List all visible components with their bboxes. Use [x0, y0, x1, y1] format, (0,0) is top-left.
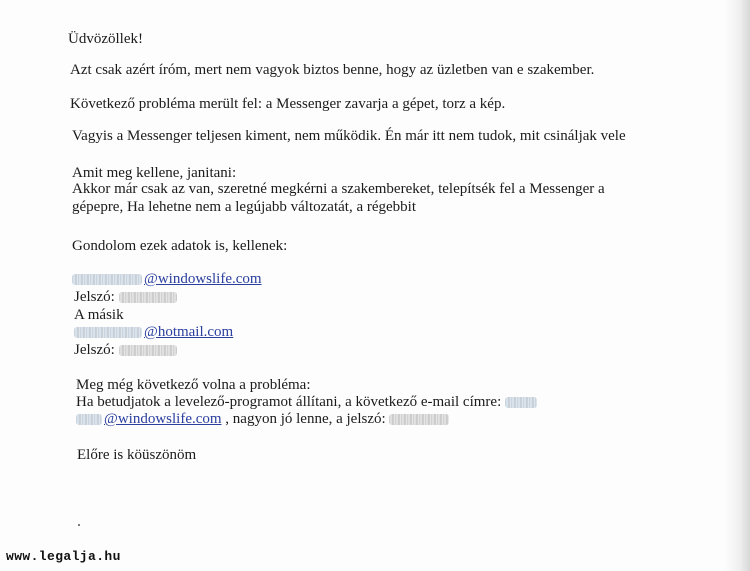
- paragraph-5: Gondolom ezek adatok is, kellenek:: [72, 238, 288, 254]
- watermark-url: www.legalja.hu: [6, 549, 121, 564]
- other-label: A másik: [74, 307, 124, 323]
- email-3-link[interactable]: @windowslife.com: [104, 411, 222, 427]
- closing: Előre is köüszönöm: [77, 447, 197, 463]
- password-label-2: Jelszó:: [74, 342, 115, 358]
- email-1: [72, 270, 262, 288]
- email-2-link[interactable]: @hotmail.com: [144, 324, 234, 340]
- greeting: Üdvözöllek!: [68, 31, 143, 47]
- paragraph-4-line-3: gépepre, Ha lehetne nem a legújabb változatát, a régebbit: [72, 199, 417, 215]
- password-1: [74, 288, 179, 306]
- paragraph-6-line-3: [76, 410, 451, 428]
- paragraph-6-line-2: [76, 393, 539, 411]
- redacted-email-user-3-part: [505, 397, 537, 408]
- paragraph-6-line-1: Meg még következő volna a probléma:: [76, 377, 311, 393]
- redacted-password-3: [389, 414, 449, 425]
- password-2: [74, 341, 179, 359]
- email-2: [74, 323, 233, 341]
- paragraph-2: Következő probléma merült fel: a Messenger zavarja a gépet, torz a kép.: [70, 96, 506, 112]
- scan-edge-shadow: [724, 0, 750, 571]
- paragraph-4-line-2: Akkor már csak az van, szeretné megkérni a szakembereket, telepítsék fel a Messenger a: [72, 181, 605, 197]
- stray-dot: [78, 524, 80, 526]
- password-label-1: Jelszó:: [74, 289, 115, 305]
- redacted-email-user-1: [72, 274, 142, 285]
- paragraph-4-line-1: Amit meg kellene, janitani:: [72, 165, 237, 181]
- paragraph-6-line-2-text: Ha betudjatok a levelező-programot állítani, a következő e-mail címre:: [76, 394, 502, 410]
- redacted-email-user-3: [76, 414, 102, 425]
- redacted-email-user-2: [74, 327, 142, 338]
- paragraph-6-line-3-tail: , nagyon jó lenne, a jelszó:: [221, 411, 386, 427]
- paragraph-1: Azt csak azért íróm, mert nem vagyok biztos benne, hogy az üzletben van e szakember.: [70, 62, 595, 78]
- email-1-link[interactable]: @windowslife.com: [144, 271, 262, 287]
- redacted-password-2: [119, 345, 177, 356]
- redacted-password-1: [119, 292, 177, 303]
- paragraph-3: Vagyis a Messenger teljesen kiment, nem működik. Én már itt nem tudok, mit csináljak vele: [72, 128, 626, 144]
